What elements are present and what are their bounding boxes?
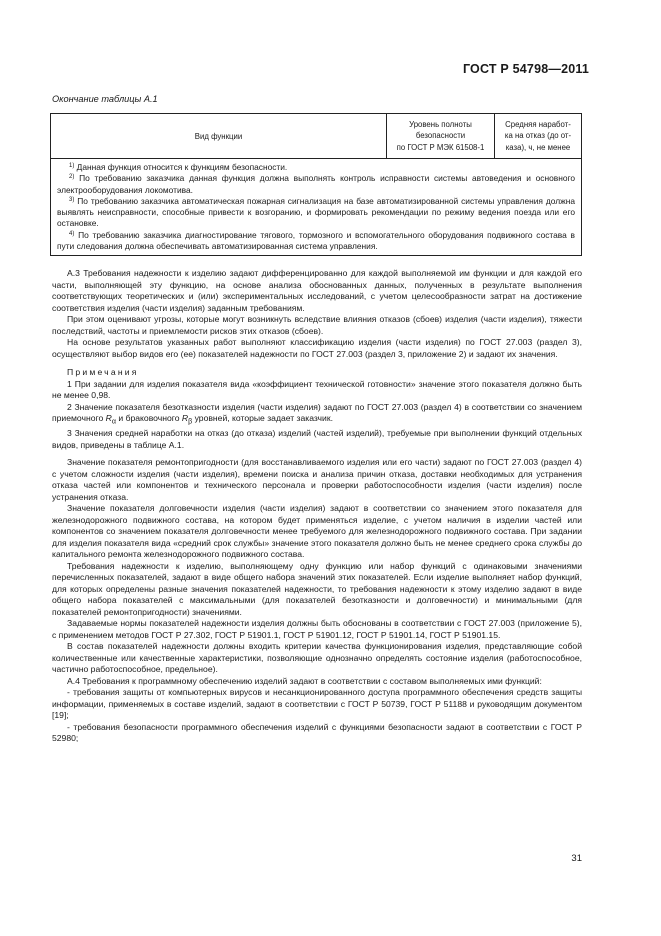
header-mtbf xyxy=(495,114,582,159)
footnote xyxy=(57,162,575,173)
header-mtbf-line: каза), ч, не менее xyxy=(505,142,571,152)
footnote-mark: 4) xyxy=(69,230,75,237)
paragraph: На основе результатов указанных работ выполняют классификацию изделия (части изделия) по ГОСТ 27.003 (раздел 3), осуществляют выбор видов его (ее) показателей надежности по ГОСТ 27.003 (раздел 3, приложение 2) и задают их значения. xyxy=(52,337,582,359)
paragraph-a4: А.4 Требования к программному обеспечению изделий задают в соответствии с составом выполняемых ими функций: xyxy=(67,675,542,686)
footnote-text: По требованию заказчика автоматическая пожарная сигнализация на базе автоматизированной системы управления должна выявлять неисправности, способные привести к возгоранию, и формировать рекомендации по режиму ведения поезда или его остановке. xyxy=(57,195,575,229)
note-1: 1 При задании для изделия показателя вида «коэффициент технической готовности» значение этого показателя должно быть не менее 0,98. xyxy=(52,378,582,400)
table-caption: Окончание таблицы А.1 xyxy=(52,94,158,104)
footnote-mark: 2) xyxy=(69,174,75,181)
footnote-mark: 3) xyxy=(69,196,75,203)
note-2 xyxy=(52,402,582,429)
subscript-beta: β xyxy=(188,417,193,426)
subscript-alpha: α xyxy=(111,417,116,426)
note-2-text: 2 Значение показателя безотказности изделия (части изделия) задают по ГОСТ 27.003 (раздел 4) в соответствии со значением приемочного xyxy=(52,401,582,423)
note-3: 3 Значения средней наработки на отказ (до отказа) изделий (частей изделий), требуемые при выполнении функций отдельных видов, приведены в таблице А.1. xyxy=(52,428,582,450)
notes-heading: Примечания xyxy=(67,367,139,377)
table-header-row xyxy=(51,114,582,159)
body-text xyxy=(52,268,582,745)
page-number: 31 xyxy=(571,853,582,864)
footnote-text: По требованию заказчика диагностирование тягового, тормозного и вспомогательного оборудования подвижного состава в пути следования должна обеспечивать автоматизированная система управления. xyxy=(57,229,575,252)
paragraph: В состав показателей надежности должны входить критерии качества функционирования изделия, представляющие собой количественные или качественные характеристики, позволяющие однозначно определять состояние изделия (работоспособное, частично работоспособное, предельное). xyxy=(52,641,582,675)
header-safety-level-line: безопасности xyxy=(415,131,466,141)
table-footnotes-row xyxy=(51,159,582,256)
footnote xyxy=(57,230,575,253)
header-safety-level-line: Уровень полноты xyxy=(409,119,472,129)
footnote-text: По требованию заказчика данная функция должна выполнять контроль исправности системы автоведения и основного электрооборудования локомотива. xyxy=(57,173,576,195)
table-a1-end xyxy=(50,113,582,256)
footnotes-cell xyxy=(51,159,582,256)
note-2-text: и браковочного xyxy=(116,413,182,423)
footnote-mark: 1) xyxy=(69,163,75,169)
symbol-r-beta: R xyxy=(181,413,189,423)
footnote xyxy=(57,173,575,196)
note-2-text: уровней, которые задает заказчик. xyxy=(192,413,333,423)
standard-designation: ГОСТ Р 54798—2011 xyxy=(462,62,589,76)
symbol-r-alpha: R xyxy=(105,413,112,423)
paragraph: Значение показателя ремонтопригодности (для восстанавливаемого изделия или его части) задают по ГОСТ 27.003 (раздел 4) с учетом сложности изделия (части изделия), времени поиска и анализа причин отказа, доставки необходимых для устранения отказа частей или компонентов и технического персонала и проверки работоспособности изделия (части изделия) после устранения отказа. xyxy=(52,457,582,502)
footnote xyxy=(57,196,575,230)
header-mtbf-line: Средняя наработ- xyxy=(505,119,571,129)
paragraph-a3: А.3 Требования надежности к изделию задают дифференцированно для каждой выполняемой им функции и для каждой его части, выполняющей эту функцию, на основе анализа обоснованных данных, полученных в результате выполнения соответствующих теоретических и (или) экспериментальных исследований, с учетом целесообразности затрат на достижение соответствия изделия (части изделия) заданным требованиям. xyxy=(52,268,582,313)
list-item: - требования защиты от компьютерных вирусов и несанкционированного доступа программного обеспечения средств защиты информации, применяемых в составе изделий, задают в соответствии с ГОСТ Р 50739, ГОСТ Р 51188 и руководящим документом [19]; xyxy=(52,687,582,721)
paragraph: Значение показателя долговечности изделия (части изделия) задают в соответствии со значением этого показателя для железнодорожного подвижного состава, на котором будет применяться изделие, с учетом наличия в изделии частей или компонентов со значением показателя долговечности менее требуемого для железнодорожного подвижного состава. При задании для изделия показателя вида «средний срок службы» значение этого показателя должно быть не менее среднего срока службы до капитального ремонта железнодорожного подвижного состава. xyxy=(52,503,582,560)
footnote-text: Данная функция относится к функциям безопасности. xyxy=(76,162,288,172)
header-mtbf-line: ка на отказ (до от- xyxy=(504,131,572,141)
list-item: - требования безопасности программного обеспечения изделий с функциями безопасности задают в соответствии с ГОСТ Р 52980; xyxy=(52,721,582,744)
header-safety-level-line: по ГОСТ Р МЭК 61508-1 xyxy=(396,142,485,152)
paragraph: При этом оценивают угрозы, которые могут возникнуть вследствие влияния отказов (сбоев) изделия (части изделия), тяжести последствий, частоты и приемлемости рисков этих отказов (сбоев). xyxy=(52,314,582,336)
header-function-type: Вид функции xyxy=(51,114,387,159)
paragraph: Требования надежности к изделию, выполняющему одну функцию или набор функций с одинаковыми значениями перечисленных показателей, задают в виде общего набора значений этих показателей. Если изделие выполняет набор функций, для которых определены разные значения показателей надежности, то требования надежности к этому изделию задают в виде общего набора показателей с максимальными (для показателей безотказности и долговечности) и минимальными (для показателей ремонтопригодности) значениями. xyxy=(52,560,582,617)
paragraph: Задаваемые нормы показателей надежности изделия должны быть обоснованы в соответствии с ГОСТ 27.003 (приложение 5), с применением методов ГОСТ Р 27.302, ГОСТ Р 51901.1, ГОСТ Р 51901.12, ГОСТ Р 51901.14, ГОСТ Р 51901.15. xyxy=(52,618,582,640)
header-safety-level xyxy=(387,114,495,159)
